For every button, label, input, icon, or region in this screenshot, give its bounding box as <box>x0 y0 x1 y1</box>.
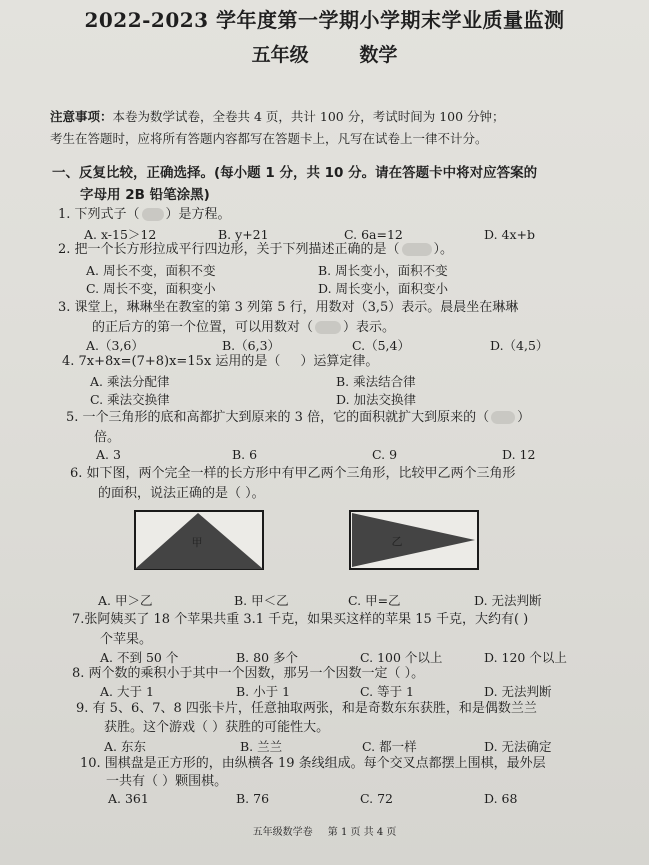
q4-option-c: C. 乘法交换律 <box>90 392 170 407</box>
question-3: 3. 课堂上，琳琳坐在教室的第 3 列第 5 行，用数对（3,5）表示。晨晨坐在琳琳 <box>58 300 519 315</box>
q8-option-d: D. 无法判断 <box>484 684 552 699</box>
question-10-line-2: 一共有（ ）颗围棋。 <box>106 774 228 789</box>
q5-option-a: A. 3 <box>96 447 121 462</box>
answer-blank <box>491 411 515 424</box>
question-7: 7.张阿姨买了 18 个苹果共重 3.1 千克，如果买这样的苹果 15 千克，大约有( ) <box>72 612 529 627</box>
question-9: 9. 有 5、6、7、8 四张卡片，任意抽取两张，和是奇数东东获胜，和是偶数兰兰 <box>76 701 537 716</box>
q8-option-c: C. 等于 1 <box>360 684 414 699</box>
answer-blank <box>402 243 432 256</box>
q10-option-b: B. 76 <box>236 791 270 806</box>
page-footer <box>0 823 649 838</box>
notice-label: 注意事项： <box>50 109 113 124</box>
question-9-line-2: 获胜。这个游戏（ ）获胜的可能性大。 <box>104 720 330 735</box>
q4-option-d: D. 加法交换律 <box>336 392 417 407</box>
q7-option-a: A. 不到 50 个 <box>100 650 179 665</box>
question-6: 6. 如下图，两个完全一样的长方形中有甲乙两个三角形，比较甲乙两个三角形 <box>70 466 516 481</box>
q1-option-d: D. 4x+b <box>484 227 536 242</box>
section-1-heading <box>52 162 632 206</box>
subject-label: 数学 <box>359 44 398 66</box>
figure-jia <box>134 510 264 570</box>
footer-exam-name: 五年级数学卷 <box>252 827 313 838</box>
q1-option-b: B. y+21 <box>218 227 269 242</box>
q9-option-d: D. 无法确定 <box>484 739 552 754</box>
section-1-line-2: 字母用 2B 铅笔涂黑) <box>80 187 210 203</box>
answer-blank <box>142 208 164 221</box>
q2-option-c: C. 周长不变，面积变小 <box>86 281 216 296</box>
q3-option-d: D.（4,5） <box>490 338 549 353</box>
question-10: 10. 围棋盘是正方形的，由纵横各 19 条线组成。每个交叉点都摆上围棋，最外层 <box>80 756 546 771</box>
q1-option-a: A. x-15＞12 <box>84 227 157 242</box>
q5-option-d: D. 12 <box>502 447 536 462</box>
notice-line-2: 考生在答题时，应将所有答题内容都写在答题卡上，凡写在试卷上一律不计分。 <box>50 131 488 146</box>
q4-option-b: B. 乘法结合律 <box>336 374 416 389</box>
notice-block <box>50 106 630 150</box>
q6-option-a: A. 甲＞乙 <box>98 593 153 608</box>
q8-option-a: A. 大于 1 <box>100 684 154 699</box>
question-6-line-2: 的面积，说法正确的是（ ）。 <box>98 486 265 501</box>
question-4: 4. 7x+8x=(7+8)x=15x 运用的是（ ）运算定律。 <box>62 354 379 369</box>
section-1-line-1: 一、反复比较，正确选择。(每小题 1 分，共 10 分。请在答题卡中将对应答案的 <box>52 165 538 181</box>
triangle-jia-label: 甲 <box>191 536 203 549</box>
q5-option-c: C. 9 <box>372 447 398 462</box>
q9-option-c: C. 都一样 <box>362 739 417 754</box>
question-5-line-2: 倍。 <box>94 430 121 445</box>
question-8: 8. 两个数的乘积小于其中一个因数，那另一个因数一定（ ）。 <box>72 666 425 681</box>
q3-option-c: C.（5,4） <box>352 338 410 353</box>
q9-option-a: A. 东东 <box>104 739 146 754</box>
q6-option-c: C. 甲=乙 <box>348 593 401 608</box>
answer-blank <box>315 321 341 334</box>
question-3-line-2: 的正后方的第一个位置，可以用数对（ ）表示。 <box>92 320 396 335</box>
q3-option-a: A.（3,6） <box>86 338 144 353</box>
q2-option-d: D. 周长变小，面积变小 <box>318 281 449 296</box>
exam-subtitle <box>0 40 649 67</box>
q8-option-b: B. 小于 1 <box>236 684 291 699</box>
figure-yi <box>349 510 479 570</box>
question-1: 1. 下列式子（ ）是方程。 <box>58 207 231 222</box>
q1-option-c: C. 6a=12 <box>344 227 403 242</box>
grade-label: 五年级 <box>251 44 309 66</box>
q4-option-a: A. 乘法分配律 <box>90 374 170 389</box>
q9-option-b: B. 兰兰 <box>240 739 283 754</box>
exam-title: 2022-2023 学年度第一学期小学期末学业质量监测 <box>84 8 565 32</box>
q10-option-a: A. 361 <box>108 791 149 806</box>
q10-option-c: C. 72 <box>360 791 393 806</box>
q7-option-c: C. 100 个以上 <box>360 650 443 665</box>
q2-option-b: B. 周长变小，面积不变 <box>318 263 448 278</box>
question-7-line-2: 个苹果。 <box>100 632 153 647</box>
question-5: 5. 一个三角形的底和高都扩大到原来的 3 倍，它的面积就扩大到原来的（ ） <box>66 410 531 425</box>
q7-option-b: B. 80 多个 <box>236 650 299 665</box>
notice-line-1: 注意事项：本卷为数学试卷，全卷共 4 页，共计 100 分，考试时间为 100 分钟； <box>50 109 505 124</box>
question-2: 2. 把一个长方形拉成平行四边形，关于下列描述正确的是（ ）。 <box>58 242 454 257</box>
q3-option-b: B.（6,3） <box>222 338 281 353</box>
q7-option-d: D. 120 个以上 <box>484 650 567 665</box>
q6-option-b: B. 甲＜乙 <box>234 593 289 608</box>
q10-option-d: D. 68 <box>484 791 518 806</box>
q2-option-a: A. 周长不变，面积不变 <box>86 263 216 278</box>
footer-page-number: 第 1 页 共 4 页 <box>327 827 397 838</box>
q6-option-d: D. 无法判断 <box>474 593 542 608</box>
triangle-yi-label: 乙 <box>391 535 403 548</box>
q5-option-b: B. 6 <box>232 447 258 462</box>
